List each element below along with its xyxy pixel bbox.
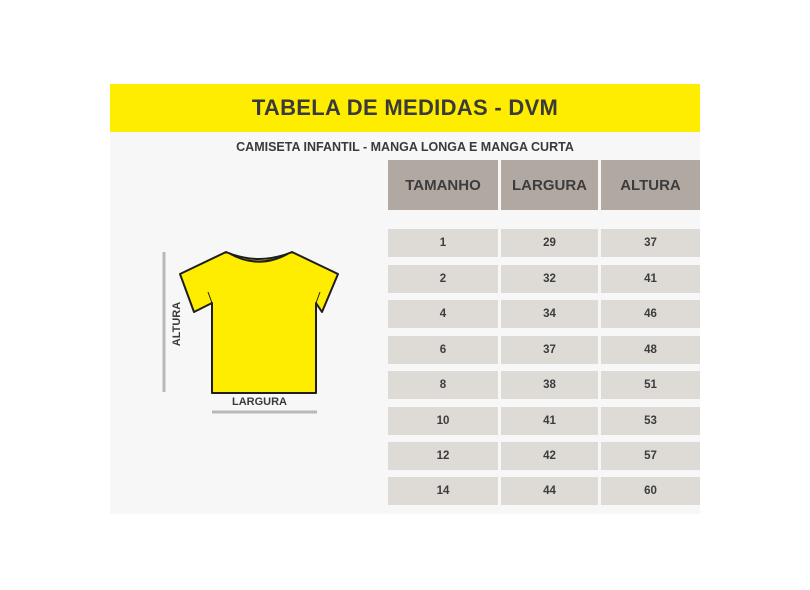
width-label: LARGURA [232, 396, 287, 408]
header-altura: ALTURA [601, 160, 700, 210]
cell-size: 14 [388, 477, 498, 505]
cell-height: 51 [601, 371, 700, 399]
cell-height: 46 [601, 300, 700, 328]
cell-width: 34 [501, 300, 598, 328]
cell-size: 10 [388, 407, 498, 435]
t-shirt-shape [180, 252, 338, 393]
cell-size: 1 [388, 229, 498, 257]
title-banner [110, 84, 700, 132]
cell-height: 48 [601, 336, 700, 364]
cell-size: 4 [388, 300, 498, 328]
cell-height: 37 [601, 229, 700, 257]
cell-height: 53 [601, 407, 700, 435]
page-title: TABELA DE MEDIDAS - DVM [251, 95, 559, 120]
cell-width: 42 [501, 442, 598, 470]
cell-size: 2 [388, 265, 498, 293]
header-largura: LARGURA [501, 160, 598, 210]
header-tamanho: TAMANHO [388, 160, 498, 210]
cell-width: 32 [501, 265, 598, 293]
cell-width: 29 [501, 229, 598, 257]
cell-height: 57 [601, 442, 700, 470]
cell-height: 41 [601, 265, 700, 293]
cell-width: 41 [501, 407, 598, 435]
cell-width: 38 [501, 371, 598, 399]
cell-size: 12 [388, 442, 498, 470]
height-label: ALTURA [171, 301, 183, 347]
cell-width: 44 [501, 477, 598, 505]
cell-size: 8 [388, 371, 498, 399]
cell-height: 60 [601, 477, 700, 505]
product-subtitle: CAMISETA INFANTIL - MANGA LONGA E MANGA CURTA [236, 140, 574, 154]
cell-width: 37 [501, 336, 598, 364]
cell-size: 6 [388, 336, 498, 364]
